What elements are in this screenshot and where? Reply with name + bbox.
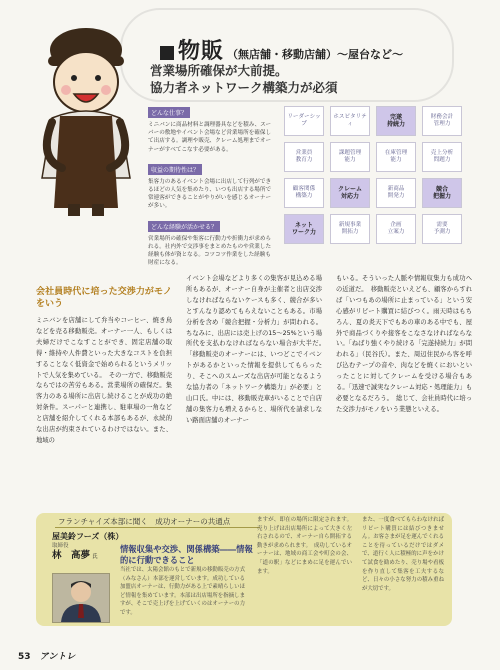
lead-line-1: 営業場所確保が大前提。 [150, 63, 288, 78]
skill-cell: 課題管理 能力 [330, 142, 370, 172]
info-body: ミニバンに商品材料と調理器具などを積み、スーパーの敷地やイベント会場など営業場所を確保して出店する。調理や販売、クレーム処理までオーナーがすべてこなす必要がある。 [148, 122, 272, 153]
skill-cell: 売上分析 問題力 [422, 142, 462, 172]
person-portrait-icon [53, 574, 109, 622]
skill-cell: 新商品 開発力 [376, 178, 416, 208]
skills-grid [284, 106, 466, 244]
skill-cell: 競合 把握力 [422, 178, 462, 208]
lead-text [150, 62, 440, 96]
skill-cell: 顧客関係 構築力 [284, 178, 324, 208]
skill-cell: 需要 予測力 [422, 214, 462, 244]
article-body [36, 275, 476, 497]
body-column-3: もいる。そういった人脈や情報収集力も成功への近道だ。 移動販売といえども、顧客からすれば「いつもあの場所に止まっている」という安心感がリピート購買に結びつく。雨天時はもちろん、夏の炎天下でもあの車のある中でも、屋外で商品づくりや接客をこなさなければならない。「ねばり強くやり続ける「完遂持続力」が問われる」（民谷氏）。また、周辺住民から客を呼び込むテープの音や、肉などを焼くにおいといったことに対してクレームを受ける場合もある。「迅速で誠実なクレーム対応・処理能力」も必要となるだろう。 総じて、会社員時代に培った交渉力がモノをいう業態といえる。 [336, 275, 472, 413]
info-block [148, 214, 276, 268]
box-text-2: ますが、即在の場所に限定されます。売り上げは出店場所によって大きく左右されるので、オーナー自ら開拓する動きが求められます。 成功しているオーナーは、地域の商工会や町会の会、「道の駅」などにまめに足を運んでいます。 [257, 517, 352, 575]
skill-cell: リーダーシップ [284, 106, 324, 136]
skill-cell: 完遂 持続力 [376, 106, 416, 136]
person-name [52, 547, 98, 561]
skill-cell: 財務会計 管理力 [422, 106, 462, 136]
skill-cell: ホスピタリティ [330, 106, 370, 136]
info-block [148, 157, 276, 211]
person-name-text: 林 高夢 [52, 550, 91, 561]
info-body: 営業場所の確保や集客に行動力や折衝力が求められる。社内外で交渉事をまとめたものや営業した経験も体が資となる。コツコツ作業をした経験も財産になる。 [148, 235, 272, 267]
magazine-brand: アントレ [39, 652, 76, 662]
body-heading: 会社員時代に培った交渉力がモノをいう [36, 287, 172, 309]
title-sub: （無店舗・移動店舗）〜屋台など〜 [227, 48, 404, 61]
person-honorific: 氏 [92, 554, 98, 560]
body-column-2: イベント会場などより多くの集客が見込める場所もあるが、オーナー自身が主催者と出店交渉しなければならないケースも多く、競合が多いとすんなり認めてもらえないこともある。市場分析を含め「競合把握・分析力」が問われる。ちなみに、出店には売上げの15〜25%という場所代を支払わなければならない場合が大半だ。 「移動販売のオーナーには、いつどこでイベントがあるかといった情報を提供してもらったり、そこへのスムーズな出店が可能となるような協力者の「ネットワーク構築力」が必要」と山口氏。中には、移動販売車がいることで自店舗の集客力も増えるからと、場所代を請求しない路面店舗のオーナー [186, 275, 329, 424]
skill-cell: 営業員 教育力 [284, 142, 324, 172]
info-column [148, 100, 276, 270]
skill-cell: 在庫管理 能力 [376, 142, 416, 172]
box-text-3: また、一度食べてもらわなければリピート購買には結びつきません。お客さまが足を運んでくれることを待っているだけではダメで、道行く人に積極的に声をかけて試食を勧めたり、売り場や看板を作り直して集客を工夫するなど、日々の小さな努力の積み重ねが大切です。 [362, 517, 444, 592]
body-text: ミニバンを店舗にして弁当やコーヒー、焼き鳥などを売る移動販売。オーナー一人、もしくは夫婦だけでこなすことができ、固定店舗の取得・維持や人件費といった大きなコストを負担することなく低資金で始められるというメリットで人気を集めている。 その一方で、移動販売ならではの苦労もある。営業場所の確保だ。集客力のある場所に出店し続けることが成功の絶対条件。スーパーと連携し、駐車場の一角などと店舗を紹介してくれる本部もあるが、永続的な出店が約束されているわけではない。また、地域の [36, 317, 172, 444]
mascot-illustration [22, 18, 152, 218]
skill-cell: 企画 立案力 [376, 214, 416, 244]
box-title-divider [55, 527, 260, 528]
page-number: 53 [18, 652, 31, 662]
company-name: 屋美鈴フーズ（株） [52, 532, 124, 541]
body-column-1 [36, 282, 172, 447]
article-title [160, 34, 403, 65]
info-body: 集客力のあるイベント会場に出店して行列ができるほどの人気を集めたり、いつも出店する場所で常連客ができることがやりがいを感じるオーナーが多い。 [148, 178, 272, 210]
title-main: 物販 [178, 39, 225, 64]
info-heading: どんな経験が活かせる？ [148, 221, 220, 232]
title-square-marker [160, 46, 174, 60]
skill-cell: ネット ワーク力 [284, 214, 324, 244]
box-title: フランチャイズ本部に聞く 成功オーナーの共通点 [58, 517, 231, 526]
person-photo [52, 573, 110, 623]
lead-line-2: 協力者ネットワーク構築力が必須 [150, 80, 338, 95]
info-block [148, 100, 276, 154]
person-role: 取締役 [52, 543, 69, 549]
page-footer [18, 649, 75, 662]
box-text-1: 当社では、太陽会館のもとで新規の移動販売の方式（みなさん）本部を運営しています。成功している加盟店オーナーは、行動力がある上で素晴らしいほど情報を集めています。本部は出店場所を指摘しますが、そこで売上げを上げていくのはオーナーの力です。 [120, 567, 245, 616]
info-heading: 収益の期待性は？ [148, 164, 202, 175]
box-lead: 情報収集や交渉、関係構築――情報的に行動できること [120, 544, 253, 565]
skill-cell: クレーム 対応力 [330, 178, 370, 208]
info-heading: どんな仕事？ [148, 107, 190, 118]
skill-cell: 新規事業 開拓力 [330, 214, 370, 244]
